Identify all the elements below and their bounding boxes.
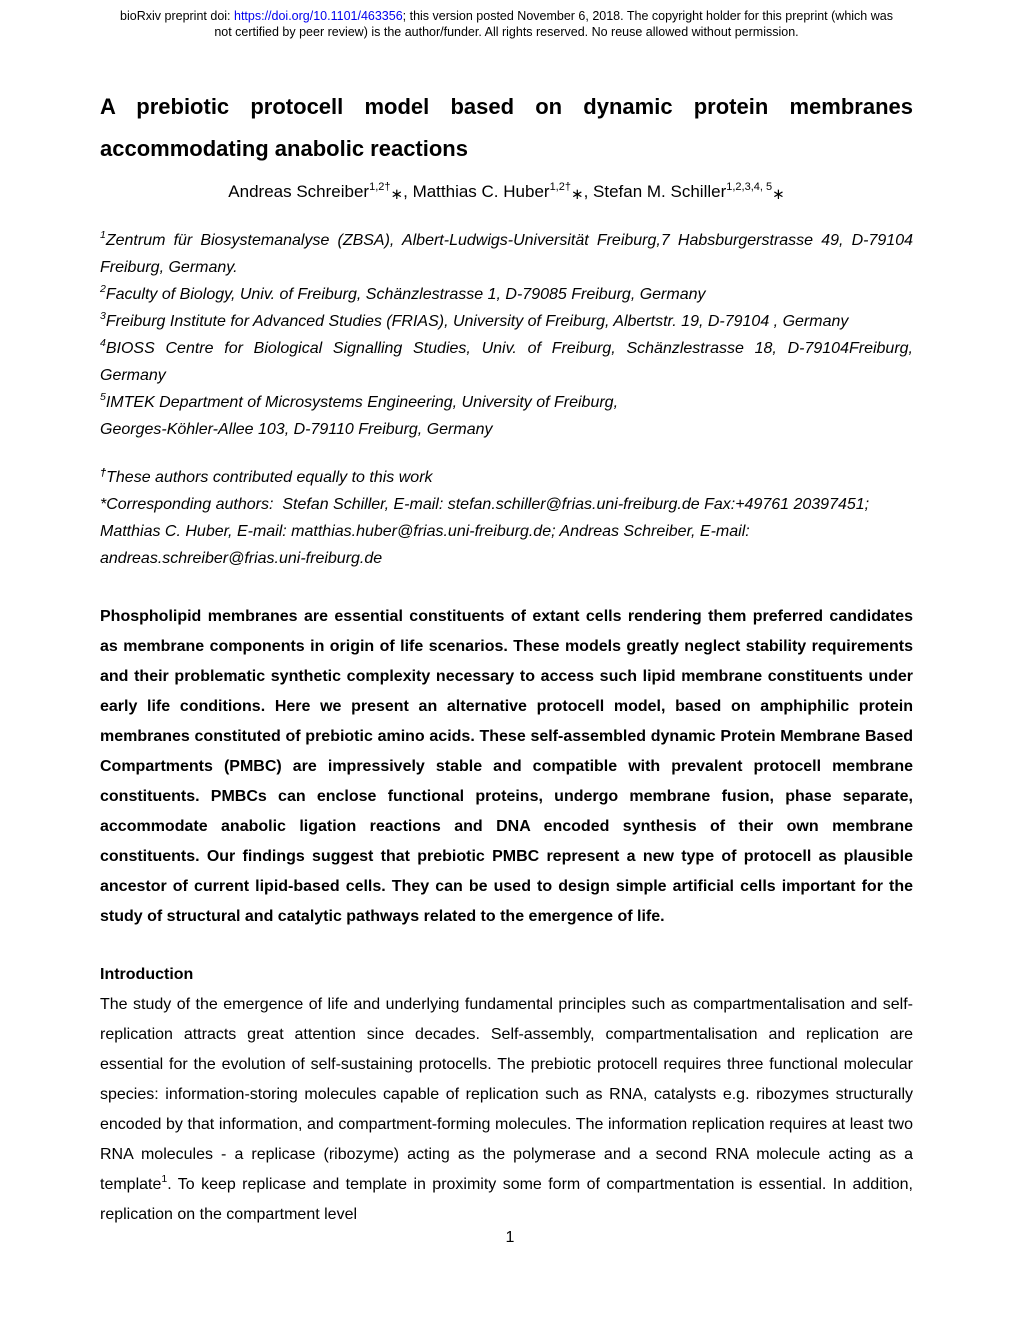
affiliation-text: Georges-Köhler-Allee 103, D-79110 Freiburg, Germany [100, 421, 493, 438]
notice-line2: not certified by peer review) is the author/funder. All rights reserved. No reuse allowed without permission. [214, 25, 799, 39]
author-corresponding-mark: ∗ [570, 186, 584, 203]
page-number: 1 [505, 1229, 515, 1246]
equal-contribution-note [100, 464, 913, 491]
affiliation-3 [100, 308, 913, 335]
author-name: Matthias C. Huber [412, 182, 550, 201]
dagger-mark: † [100, 467, 107, 479]
corresponding-authors-block [100, 491, 913, 572]
equal-contribution-text: These authors contributed equally to this work [106, 469, 433, 486]
affiliation-4 [100, 335, 913, 389]
doi-link[interactable]: https://doi.org/10.1101/463356 [234, 9, 403, 23]
affiliation-text: Zentrum für Biosystemanalyse (ZBSA), Albert-Ludwigs-Universität Freiburg,7 Habsburgerstrasse 49, D-79104 Freiburg, Germany. [100, 232, 913, 276]
notice-line1-prefix: bioRxiv preprint doi: [120, 9, 234, 23]
introduction-text: The study of the emergence of life and underlying fundamental principles such as compartmentalisation and self-replication attracts great attention since decades. Self-assembly, compartmentalisation and replication are essential for the evolution of self-sustaining protocells. The prebiotic protocell requires three functional molecular species: information-storing molecules capable of replication such as RNA, catalysts e.g. ribozymes structurally encoded by that information, and compartment-forming molecules. The information replication requires at least two RNA molecules - a replicase (ribozyme) acting as the polymerase and a second RNA molecule acting as a template [100, 996, 913, 1193]
author-line [100, 180, 913, 207]
affiliation-sup: 2 [100, 283, 106, 295]
section-heading-introduction: Introduction [100, 966, 194, 983]
affiliation-sup: 4 [100, 337, 106, 349]
correspondence-line: *Corresponding authors: Stefan Schiller, E-mail: stefan.schiller@frias.uni-freiburg.de Fax:+49761 20397451; [100, 496, 870, 513]
correspondence-line: Matthias C. Huber, E-mail: matthias.huber@frias.uni-freiburg.de; Andreas Schreiber, E-mail: [100, 523, 750, 540]
introduction-text: . To keep replicase and template in proximity some form of compartmentation is essential. In addition, replication on the compartment level [100, 1176, 913, 1223]
author-separator: , [583, 182, 594, 201]
author-corresponding-mark: ∗ [390, 186, 404, 203]
author-affil-sup: 1,2† [369, 181, 391, 193]
author-separator: , [403, 182, 413, 201]
notice-line1-suffix: ; this version posted November 6, 2018. The copyright holder for this preprint (which was [402, 9, 893, 23]
citation-ref: 1 [161, 1173, 168, 1185]
affiliation-text: Freiburg Institute for Advanced Studies (FRIAS), University of Freiburg, Albertstr. 19, D-79104 , Germany [105, 313, 849, 330]
affiliation-text: Faculty of Biology, Univ. of Freiburg, Schänzlestrasse 1, D-79085 Freiburg, Germany [105, 286, 706, 303]
affiliation-sup: 3 [100, 310, 106, 322]
affiliations [100, 227, 913, 443]
affiliation-text: IMTEK Department of Microsystems Engineering, University of Freiburg, [105, 394, 619, 411]
affiliation-5-continued [100, 416, 913, 443]
correspondence-line: andreas.schreiber@frias.uni-freiburg.de [100, 550, 383, 567]
author-corresponding-mark: ∗ [772, 186, 785, 203]
affiliation-text: BIOSS Centre for Biological Signalling Studies, Univ. of Freiburg, Schänzlestrasse 18, D-79104Freiburg, Germany [100, 340, 913, 384]
author-name: Stefan M. Schiller [593, 182, 727, 201]
introduction-paragraph [100, 990, 913, 1230]
author-affil-sup: 1,2,3,4, 5 [726, 181, 773, 193]
affiliation-sup: 1 [100, 229, 106, 241]
author-name: Andreas Schreiber [228, 182, 370, 201]
paper-title: A prebiotic protocell model based on dynamic protein membranes accommodating anabolic reactions [100, 94, 913, 161]
affiliation-5 [100, 389, 913, 416]
author-affil-sup: 1,2† [549, 181, 571, 193]
preprint-notice [100, 8, 913, 40]
affiliation-sup: 5 [100, 391, 106, 403]
affiliation-1 [100, 227, 913, 281]
abstract-paragraph: Phospholipid membranes are essential constituents of extant cells rendering them preferred candidates as membrane components in origin of life scenarios. These models greatly neglect stability requirements and their problematic synthetic complexity necessary to access such lipid membrane constituents under early life conditions. Here we present an alternative protocell model, based on amphiphilic protein membranes constituted of prebiotic amino acids. These self-assembled dynamic Protein Membrane Based Compartments (PMBC) are impressively stable and compatible with prevalent protocell membrane constituents. PMBCs can enclose functional proteins, undergo membrane fusion, phase separate, accommodate anabolic ligation reactions and DNA encoded synthesis of their own membrane constituents. Our findings suggest that prebiotic PMBC represent a new type of protocell as plausible ancestor of current lipid-based cells. They can be used to design simple artificial cells important for the study of structural and catalytic pathways related to the emergence of life. [100, 608, 913, 925]
affiliation-2 [100, 281, 913, 308]
